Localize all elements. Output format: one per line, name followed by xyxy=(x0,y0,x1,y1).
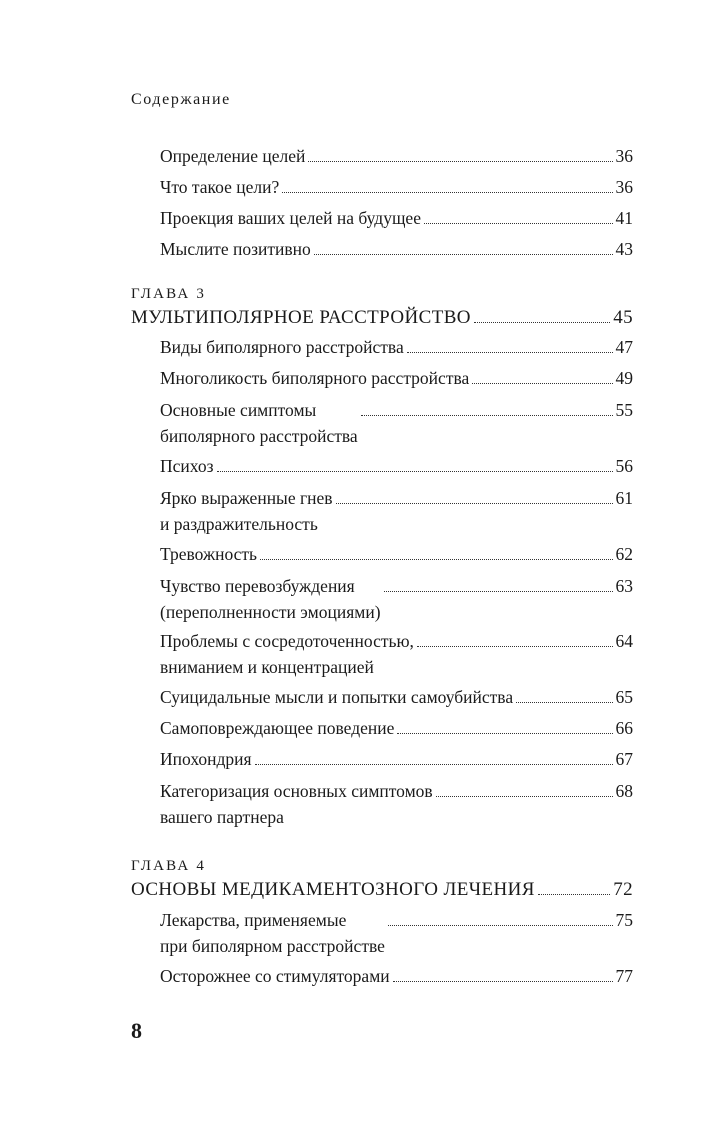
dot-leader xyxy=(417,646,613,647)
dot-leader xyxy=(397,733,612,734)
chapter-title-text: МУЛЬТИПОЛЯРНОЕ РАССТРОЙСТВО xyxy=(131,307,471,328)
toc-entry-line: Чувство перевозбуждения xyxy=(160,576,355,596)
toc-entry-title: Виды биполярного расстройства xyxy=(160,337,404,357)
toc-entry-line: вниманием и концентрацией xyxy=(160,657,374,677)
toc-page-number: 66 xyxy=(615,718,633,738)
toc-entry[interactable] xyxy=(131,234,633,265)
toc-entry[interactable] xyxy=(131,485,633,537)
dot-leader xyxy=(538,894,610,895)
dot-leader xyxy=(384,591,613,592)
toc-entry-title: Самоповреждающее поведение xyxy=(160,718,395,738)
chapter-3-label: ГЛАВА 3 xyxy=(131,286,207,302)
toc-entry-line: (переполненности эмоциями) xyxy=(160,602,381,622)
toc-entry-title: Многоликость биполярного расстройства xyxy=(160,368,470,388)
toc-entry-title: Мыслите позитивно xyxy=(160,239,311,259)
table-of-contents xyxy=(131,141,633,992)
toc-entry-title xyxy=(160,485,333,537)
toc-entry-title: Что такое цели? xyxy=(160,177,280,197)
toc-page-number: 56 xyxy=(615,456,633,476)
dot-leader xyxy=(436,796,613,797)
toc-entry-line: Ярко выраженные гнев xyxy=(160,488,333,508)
toc-entry-title xyxy=(160,573,381,625)
toc-entry-line: при биполярном расстройстве xyxy=(160,936,385,956)
toc-page-number: 43 xyxy=(615,239,633,259)
dot-leader xyxy=(255,764,613,765)
toc-entry-title: Психоз xyxy=(160,456,214,476)
dot-leader xyxy=(361,415,613,416)
dot-leader xyxy=(336,503,613,504)
toc-entry-line: Основные симптомы xyxy=(160,400,317,420)
toc-page-number: 55 xyxy=(615,400,633,420)
dot-leader xyxy=(474,322,610,323)
dot-leader xyxy=(282,192,612,193)
toc-entry-title: Осторожнее со стимуляторами xyxy=(160,966,390,986)
toc-entry[interactable] xyxy=(131,744,633,775)
toc-entry[interactable] xyxy=(131,397,633,449)
toc-entry-title: Суицидальные мысли и попытки самоубийства xyxy=(160,687,514,707)
toc-entry[interactable] xyxy=(131,451,633,482)
toc-entry[interactable] xyxy=(131,573,633,625)
dot-leader xyxy=(388,925,613,926)
toc-page-number: 41 xyxy=(615,208,633,228)
toc-page-number: 65 xyxy=(615,687,633,707)
toc-entry[interactable] xyxy=(131,539,633,570)
toc-entry[interactable] xyxy=(131,907,633,959)
toc-entry-title xyxy=(160,907,385,959)
toc-entry[interactable] xyxy=(131,961,633,992)
toc-page-number: 64 xyxy=(615,631,633,651)
running-head: Содержание xyxy=(131,91,231,108)
toc-entry-title: Ипохондрия xyxy=(160,749,252,769)
toc-entry-title: Определение целей xyxy=(160,146,306,166)
chapter-4-title[interactable] xyxy=(131,876,633,904)
toc-page-number: 77 xyxy=(615,966,633,986)
toc-page-number: 63 xyxy=(615,576,633,596)
toc-entry-line: Лекарства, применяемые xyxy=(160,910,347,930)
toc-page-number: 49 xyxy=(615,368,633,388)
toc-entry-line: Проблемы с сосредоточенностью, xyxy=(160,631,414,651)
toc-entry-line: вашего партнера xyxy=(160,807,284,827)
toc-entry-title xyxy=(160,628,414,680)
toc-entry[interactable] xyxy=(131,363,633,394)
toc-entry-title xyxy=(160,397,358,449)
toc-page-number: 45 xyxy=(613,307,633,328)
toc-page-number: 36 xyxy=(615,177,633,197)
dot-leader xyxy=(217,471,613,472)
dot-leader xyxy=(393,981,613,982)
toc-page-number: 68 xyxy=(615,781,633,801)
page-number: 8 xyxy=(131,1018,142,1043)
toc-entry[interactable] xyxy=(131,203,633,234)
toc-page-number: 62 xyxy=(615,544,633,564)
toc-page-number: 72 xyxy=(613,879,633,900)
dot-leader xyxy=(424,223,613,224)
toc-entry-line: биполярного расстройства xyxy=(160,426,358,446)
dot-leader xyxy=(308,161,612,162)
toc-entry[interactable] xyxy=(131,332,633,363)
toc-page-number: 61 xyxy=(615,488,633,508)
toc-entry[interactable] xyxy=(131,141,633,172)
dot-leader xyxy=(516,702,612,703)
toc-entry-title: Тревожность xyxy=(160,544,258,564)
toc-page-number: 75 xyxy=(615,910,633,930)
toc-entry-title xyxy=(160,778,433,830)
toc-entry[interactable] xyxy=(131,172,633,203)
dot-leader xyxy=(260,559,612,560)
chapter-4-label: ГЛАВА 4 xyxy=(131,858,207,874)
chapter-title-text: ОСНОВЫ МЕДИКАМЕНТОЗНОГО ЛЕЧЕНИЯ xyxy=(131,879,535,900)
dot-leader xyxy=(407,352,613,353)
toc-entry[interactable] xyxy=(131,778,633,830)
toc-page-number: 67 xyxy=(615,749,633,769)
toc-page-number: 47 xyxy=(615,337,633,357)
toc-entry[interactable] xyxy=(131,682,633,713)
toc-page-number: 36 xyxy=(615,146,633,166)
dot-leader xyxy=(472,383,612,384)
toc-entry-line: и раздражительность xyxy=(160,514,318,534)
toc-entry-title: Проекция ваших целей на будущее xyxy=(160,208,421,228)
toc-entry[interactable] xyxy=(131,628,633,680)
toc-entry-line: Категоризация основных симптомов xyxy=(160,781,433,801)
toc-entry[interactable] xyxy=(131,713,633,744)
dot-leader xyxy=(314,254,613,255)
chapter-3-title[interactable] xyxy=(131,304,633,332)
